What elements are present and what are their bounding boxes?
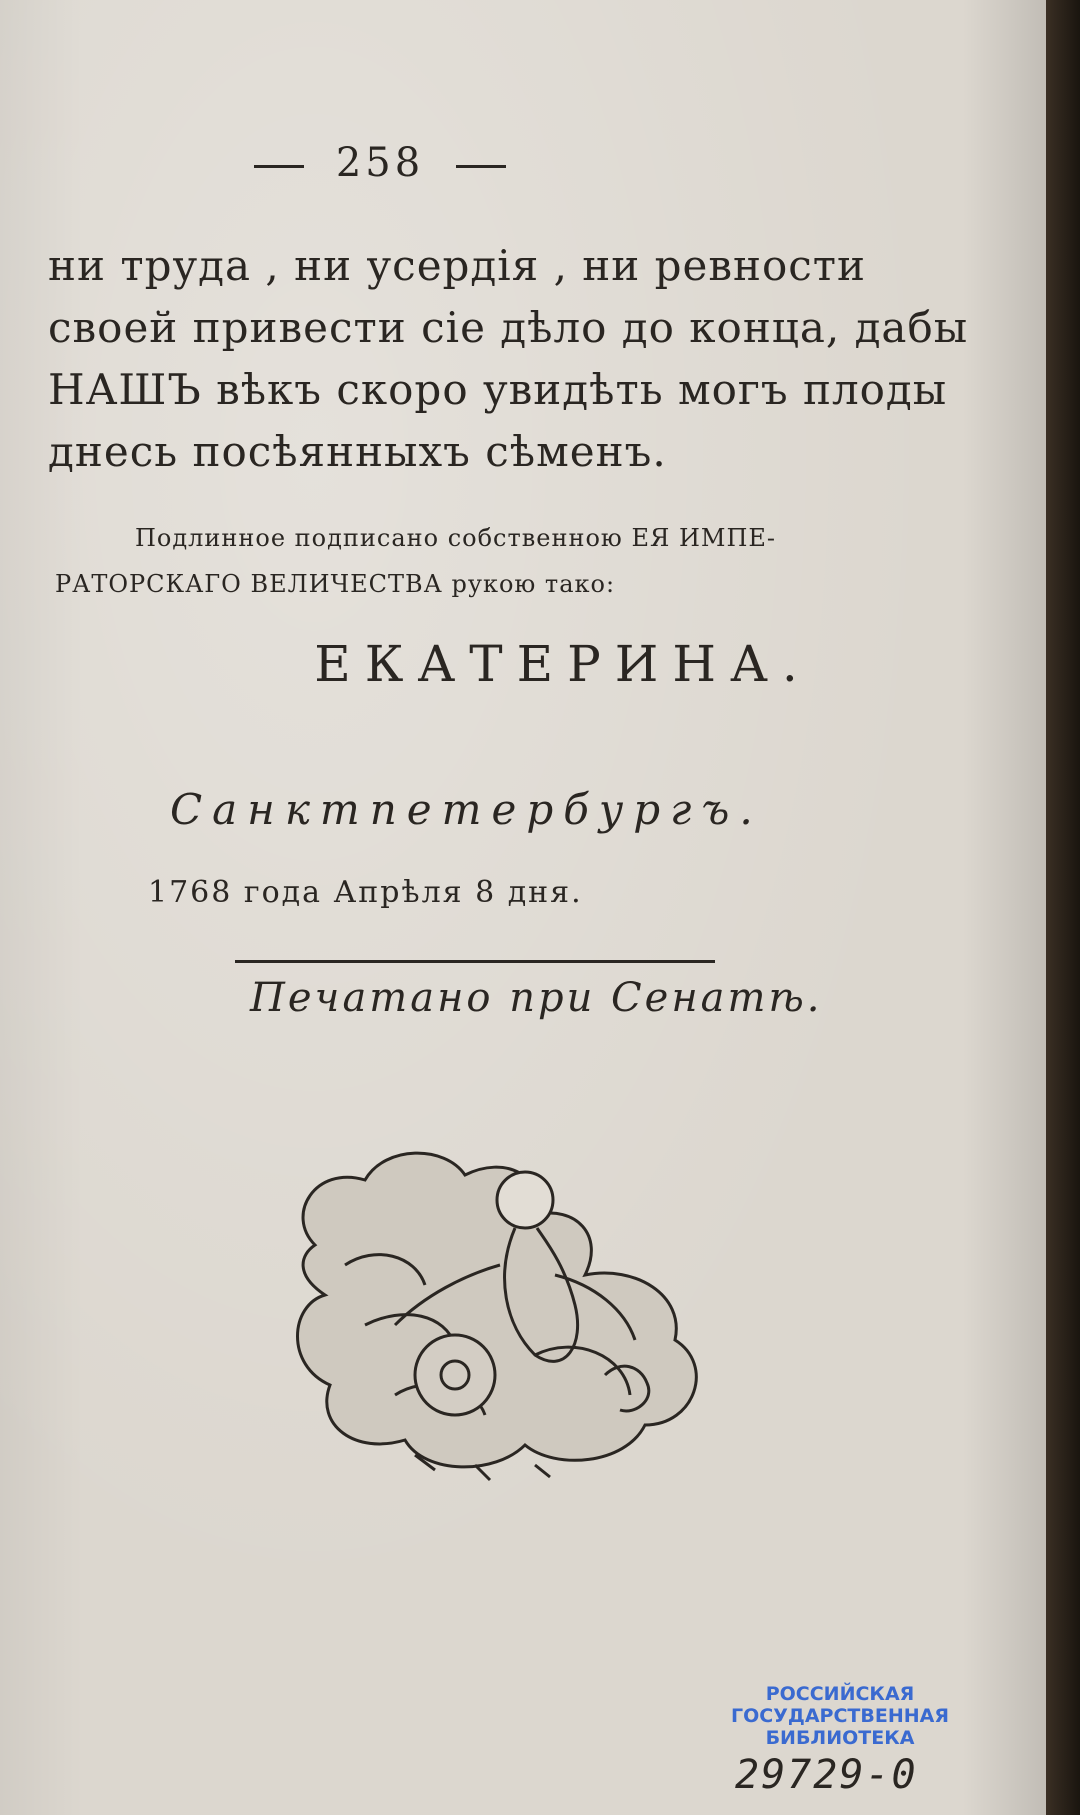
shelf-mark: 29729-0 [735, 1752, 918, 1798]
note-line: РАТОРСКАГО ВЕЛИЧЕСТВА рукою тако: [55, 570, 616, 598]
dash-left [254, 165, 304, 168]
body-line: ни труда , ни усердія , ни ревности [48, 241, 867, 290]
page-number: 258 [335, 140, 425, 186]
signature: ЕКАТЕРИНА. [314, 635, 812, 693]
body-paragraph [48, 235, 969, 483]
authentication-note [55, 515, 935, 607]
date-line: 1768 года Апрѣля 8 дня. [148, 875, 583, 910]
divider-rule [235, 960, 715, 963]
place-of-signing: Санктпетербургъ. [170, 785, 763, 834]
body-line: днесь посѣянныхъ сѣменъ. [48, 427, 667, 476]
cherub-vignette-icon [275, 1125, 745, 1505]
library-stamp [730, 1683, 950, 1749]
stamp-line: БИБЛИОТЕКА [765, 1727, 915, 1749]
stamp-line: РОССИЙСКАЯ [765, 1683, 915, 1705]
note-line: Подлинное подписано собственною ЕЯ ИМПЕ- [135, 524, 777, 552]
dash-right [456, 165, 506, 168]
body-line: своей привести сіе дѣло до конца, дабы [48, 303, 969, 352]
book-spine-edge [1046, 0, 1080, 1815]
page-number-line [0, 140, 760, 186]
stamp-line: ГОСУДАРСТВЕННАЯ [731, 1705, 949, 1727]
body-line: НАШЪ вѣкъ скоро увидѣть могъ плоды [48, 365, 948, 414]
imprint-line: Печатано при Сенатѣ. [250, 975, 823, 1021]
